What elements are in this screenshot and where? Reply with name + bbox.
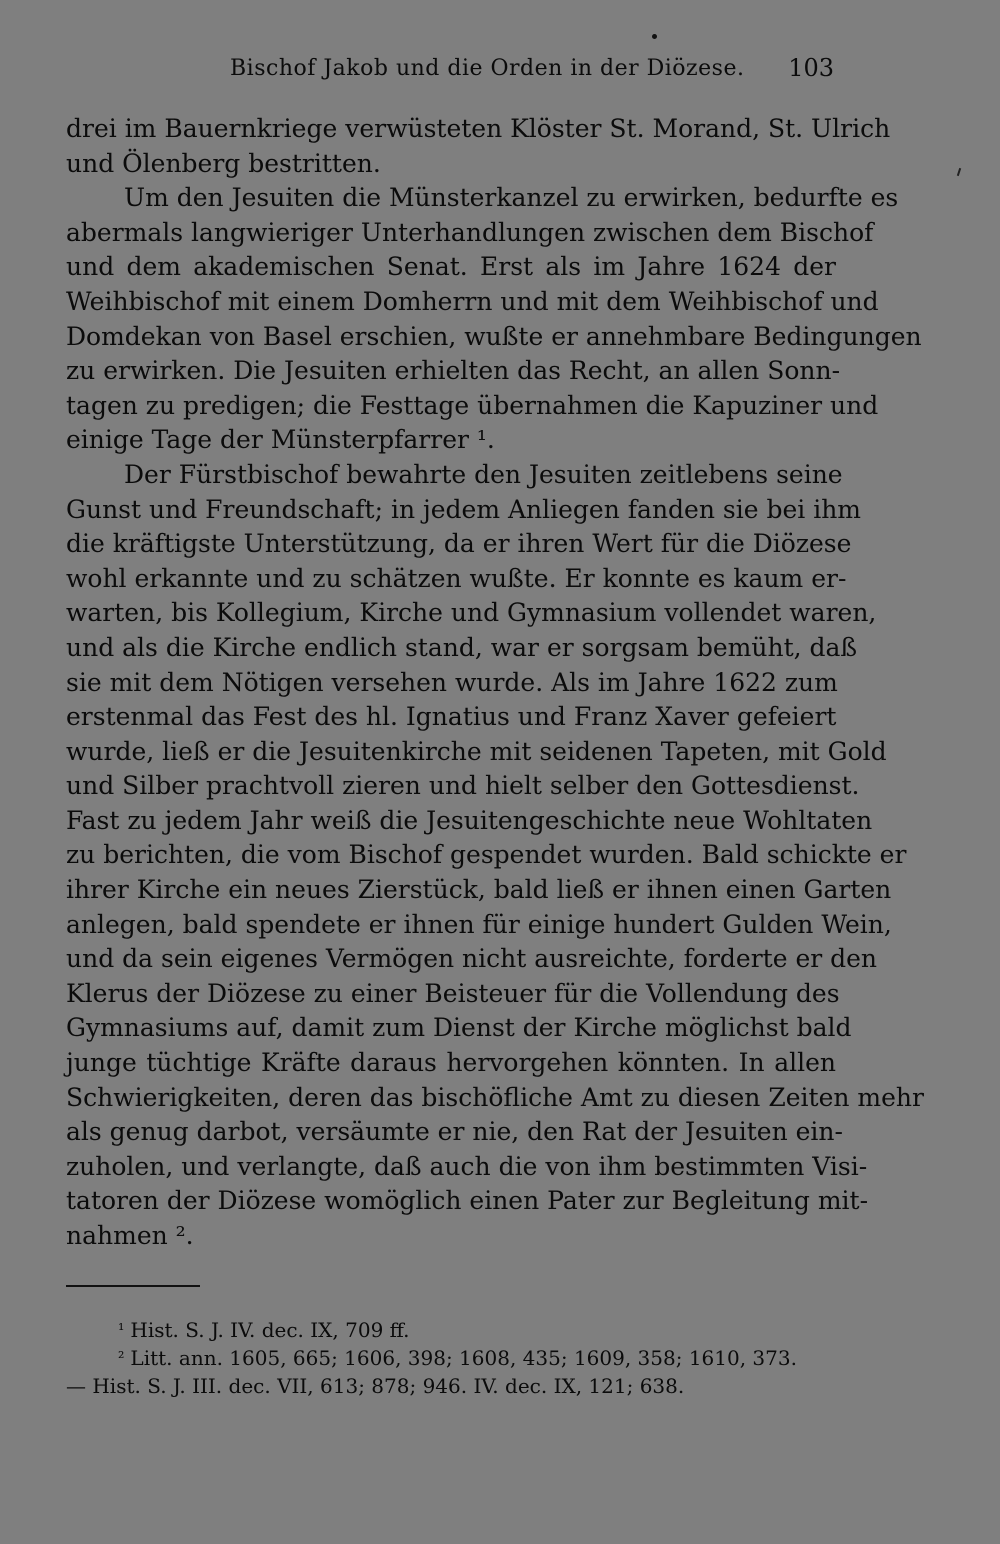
text-line: tatoren der Diözese womöglich einen Pater zur Begleitung mit- bbox=[66, 1186, 869, 1216]
footnote-mark: ¹ bbox=[118, 1320, 125, 1339]
body-text bbox=[66, 112, 924, 1254]
text-line: wohl erkannte und zu schätzen wußte. Er konnte es kaum er- bbox=[66, 563, 847, 593]
running-title: Bischof Jakob und die Orden in der Diözese. bbox=[230, 56, 745, 81]
text-line: die kräftigste Unterstützung, da er ihren Wert für die Diözese bbox=[66, 529, 852, 559]
text-line: Gymnasiums auf, damit zum Dienst der Kirche möglichst bald bbox=[66, 1013, 852, 1043]
text-line: wurde, ließ er die Jesuitenkirche mit seidenen Tapeten, mit Gold bbox=[66, 736, 887, 766]
text-line: einige Tage der Münsterpfarrer ¹. bbox=[66, 425, 495, 455]
footnote-1 bbox=[66, 1316, 836, 1344]
text-line: und Ölenberg bestritten. bbox=[66, 148, 381, 178]
text-line: abermals langwieriger Unterhandlungen zwischen dem Bischof bbox=[66, 217, 874, 247]
text-line: tagen zu predigen; die Festtage übernahmen die Kapuziner und bbox=[66, 390, 879, 420]
text-line: nahmen ². bbox=[66, 1221, 194, 1250]
footnote-divider bbox=[66, 1285, 200, 1287]
text-line: Um den Jesuiten die Münsterkanzel zu erwirken, bedurfte es bbox=[124, 183, 899, 213]
footnote-mark: ² bbox=[118, 1348, 125, 1367]
text-line: ihrer Kirche ein neues Zierstück, bald ließ er ihnen einen Garten bbox=[66, 875, 892, 905]
footnote-text: Litt. ann. 1605, 665; 1606, 398; 1608, 435; 1609, 358; 1610, 373. bbox=[130, 1346, 797, 1370]
text-line: zuholen, und verlangte, daß auch die von ihm bestimmten Visi- bbox=[66, 1151, 868, 1181]
text-line: junge tüchtige Kräfte daraus hervorgehen könnten. In allen bbox=[66, 1048, 836, 1078]
footnote-2 bbox=[66, 1344, 836, 1372]
text-line: Domdekan von Basel erschien, wußte er annehmbare Bedingungen bbox=[66, 321, 922, 351]
page-number: 103 bbox=[788, 54, 834, 82]
text-line: Schwierigkeiten, deren das bischöfliche Amt zu diesen Zeiten mehr bbox=[66, 1082, 924, 1112]
text-line: Weihbischof mit einem Domherrn und mit dem Weihbischof und bbox=[66, 286, 879, 316]
text-line: Fast zu jedem Jahr weiß die Jesuitengeschichte neue Wohltaten bbox=[66, 805, 873, 835]
text-line: sie mit dem Nötigen versehen wurde. Als im Jahre 1622 zum bbox=[66, 667, 838, 697]
text-line: drei im Bauernkriege verwüsteten Klöster St. Morand, St. Ulrich bbox=[66, 114, 891, 143]
text-line: und dem akademischen Senat. Erst als im Jahre 1624 der bbox=[66, 252, 836, 282]
text-line: Der Fürstbischof bewahrte den Jesuiten zeitlebens seine bbox=[124, 459, 843, 489]
footnotes bbox=[66, 1316, 836, 1400]
text-line: Klerus der Diözese zu einer Beisteuer für die Vollendung des bbox=[66, 978, 840, 1008]
text-line: zu erwirken. Die Jesuiten erhielten das Recht, an allen Sonn- bbox=[66, 356, 841, 386]
text-line: warten, bis Kollegium, Kirche und Gymnasium vollendet waren, bbox=[66, 598, 877, 628]
margin-mark bbox=[957, 168, 961, 176]
header-dot-mark bbox=[652, 34, 657, 39]
text-line: und als die Kirche endlich stand, war er sorgsam bemüht, daß bbox=[66, 632, 858, 662]
footnote-2-continued bbox=[66, 1372, 836, 1400]
footnote-text: Hist. S. J. IV. dec. IX, 709 ff. bbox=[130, 1318, 410, 1342]
text-line: als genug darbot, versäumte er nie, den Rat der Jesuiten ein- bbox=[66, 1117, 843, 1147]
text-line: zu berichten, die vom Bischof gespendet wurden. Bald schickte er bbox=[66, 840, 907, 870]
text-line: erstenmal das Fest des hl. Ignatius und Franz Xaver gefeiert bbox=[66, 702, 837, 732]
text-line: anlegen, bald spendete er ihnen für einige hundert Gulden Wein, bbox=[66, 909, 892, 939]
footnote-text: — Hist. S. J. III. dec. VII, 613; 878; 946. IV. dec. IX, 121; 638. bbox=[66, 1374, 685, 1398]
text-line: Gunst und Freundschaft; in jedem Anliegen fanden sie bei ihm bbox=[66, 494, 861, 524]
running-header bbox=[70, 48, 840, 88]
text-line: und Silber prachtvoll zieren und hielt selber den Gottesdienst. bbox=[66, 771, 860, 801]
text-line: und da sein eigenes Vermögen nicht ausreichte, forderte er den bbox=[66, 944, 878, 974]
